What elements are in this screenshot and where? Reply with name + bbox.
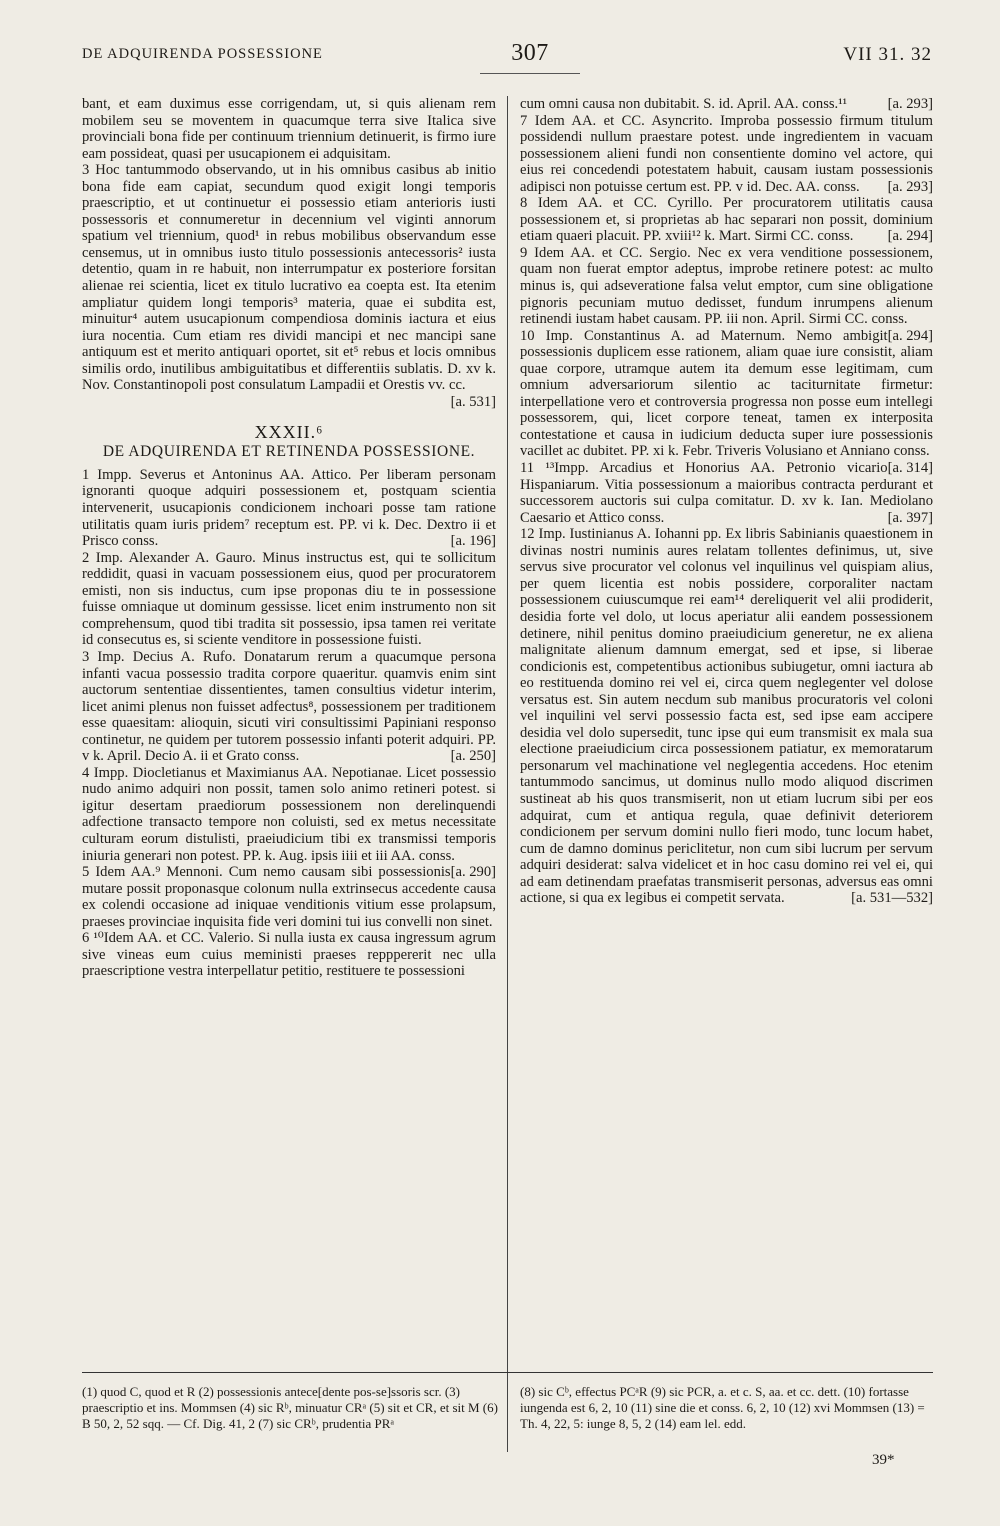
paragraph-3-ref: [a. 531] (450, 393, 496, 410)
entry (82, 930, 496, 980)
entry (82, 649, 496, 765)
entry-text: 7 Idem AA. et CC. Asyncrito. Improba possessio firmum titulum possidendi nullum praestare potest. unde ingredientem in vacuam possessionem alieni fundi non consentiente domino vel actore, qui eius rei concedendi potestatem habuit, causam iustam possessionis adipisci non potuisse certum est. PP. v id. Dec. AA. conss. (520, 112, 933, 195)
entry (520, 195, 933, 245)
entry (82, 467, 496, 550)
entry-text: 1 Impp. Severus et Antoninus AA. Attico. Per liberam personam ignoranti quoque adquiri possessionem et, postquam scientia intervenerit, usucapionis condicionem inchoari posse tam ratione utilitatis quam iuris pridem⁷ receptum est. PP. vi k. Dec. Dextro ii et Prisco conss. (82, 466, 496, 550)
entry-text: 5 Idem AA.⁹ Mennoni. Cum nemo causam sibi possessionis mutare possit proponasque colonum nulla extrinsecus accedente causa ex colendi occasione ad iniquae venditionis vitium esse prolapsum, praeses provinciae inquisita fide veri domini tui ius convelli non sinet. (82, 864, 496, 930)
entry-text: 11 ¹³Impp. Arcadius et Honorius AA. Petronio vicario Hispaniarum. Vitia possessionum a maioribus contracta perdurant et successorem auctoris sui culpa comitatur. D. xv k. Ian. Mediolano Caesario et Attico conss. (520, 460, 933, 526)
entry (82, 764, 496, 881)
entry-text: 10 Imp. Constantinus A. ad Maternum. Nemo ambigit possessionis duplicem esse rationem, aliam quae iure consistit, aliam quae corpore, utramque autem ita demum esse legitimam, cum omnium adversariorum silentio ac taciturnitate firmetur: interpellatione vero et controversia progressa non posse eum intellegi possessorem, qui, licet corpore teneat, tamen ex interposita contestatione et causa in iudicium deducta super iure possessionis vacillet ac dubitet. PP. xi k. Febr. Triveris Volusiano et Anniano conss. (520, 327, 933, 460)
entry (520, 96, 933, 113)
footnotes-right: (8) sic Cᵇ, effectus PCᵃR (9) sic PCR, a. et c. S, aa. et cc. dett. (10) fortasse iungenda est 6, 2, 10 (11) sine die et conss. 6, 2, 10 (12) xvi Mommsen (13) = Th. 4, 22, 5: iunge 8, 5, 2 (14) eam lel. edd. (520, 1384, 925, 1431)
running-head-right: VII 31. 32 (843, 44, 932, 65)
entry (82, 550, 496, 649)
entry (82, 864, 496, 930)
entry (520, 526, 933, 907)
signature-mark: 39* (872, 1452, 895, 1468)
right-column (520, 96, 933, 907)
footnote-divider (507, 1378, 508, 1452)
entry-ref: [a. 293] (887, 96, 933, 112)
column-divider (507, 96, 508, 1382)
entry-text: 9 Idem AA. et CC. Sergio. Nec ex vera venditione possessionem, quam non fuerat emptor adeptus, improbe retinere potest: ac multo minus is, qui adseveratione falsa velut emptor, cum sine obligatione pignoris pecuniam mutuo dedisset, fundum inrumpens alienum retinendi iustam habet causam. PP. iii non. April. Sirmi CC. conss. (520, 244, 933, 328)
entry (520, 113, 933, 196)
entry-text: 4 Impp. Diocletianus et Maximianus AA. Nepotianae. Licet possessio nudo animo adquiri non possit, tamen solo animo retineri potest. si igitur desertam praediorum possessionem non derelinquendi adfectione transacto tempore non coluisti, sed ex metus necessitate culturam eorum distulisti, praeiudicium tibi ex transmissi temporis iniuria generari non potest. PP. k. Aug. ipsis iiii et iii AA. conss. (82, 764, 496, 864)
page-number: 307 (511, 40, 549, 66)
entry-text: cum omni causa non dubitabit. S. id. April. AA. conss.¹¹ (520, 96, 847, 112)
running-head-left: DE ADQUIRENDA POSSESSIONE (82, 46, 323, 62)
opening-paragraph: bant, et eam duximus esse corrigendam, ut, si quis alienam rem mobilem seu se moventem in quacumque terra sive Italica sive provinciali bona fide per continuum triennium detinuerit, is firmo iure eam possideat, quasi per usucapionem ei adquisitam. (82, 96, 496, 162)
title-block (82, 421, 496, 461)
entry-ref: [a. 293] (887, 178, 933, 195)
entry-ref: [a. 290] (450, 864, 496, 881)
entry-ref: [a. 531—532] (851, 890, 933, 907)
entry (520, 244, 933, 344)
entry-text: 12 Imp. Iustinianus A. Iohanni pp. Ex libris Sabinianis quaestionem in divinas nostri numinis aures relatam tollentes definimus, ut, sive servus sive procurator vel colonus vel inquilinus vel quispiam alius, per quem licentia est nobis possidere, corporaliter nactam possessionem cuiuscumque rei eam¹⁴ dereliquerit vel alii prodiderit, desidia forte vel dolo, ut locus aperiatur alii eandem possessionem detinere, nihil penitus domino praeiudicium generetur, ne ex aliena malignitate alienum damnum emergat, sed et ipse, si liberae condicionis est, competentibus actionibus subiugetur, omni iactura ab eo restituenda domino rei vel ei, circa quem neglegenter vel dolose versatus est. Sin autem necdum sub manibus procuratoris vel coloni vel inquilini vel servi possessio facta est, sed ipse eam accipere desidia vel dolo supersedit, tunc ipse qui eum transmisit ex mala sua electione praeiudicium circa possessionem patiatur, ex memoratarum personarum vel machinatione vel neglegentia accedens. Hoc etenim tantummodo sancimus, ut dominus nullo modo aliquod discrimen sustineat ab his quos transmiserit, non ut etiam lucrum sibi per eos adquirat, cum et antiqua regula, quae definivit deteriorem condicionem per servum domini nullo fieri modo, tunc locum habet, cum de damno dominus periclitetur, non cum sibi lucrum per servum adquiri desiderat: salva videlicet et in hoc casu domino rei vel ei, qui ad eam detinendam praefatas transmiserit personas, adversus eas omni actione, si qua ex legibus ei competit servata. (520, 526, 933, 907)
entry-ref: [a. 294] (887, 327, 933, 344)
title-heading: DE ADQUIRENDA ET RETINENDA POSSESSIONE. (102, 443, 476, 461)
paragraph-3-text: 3 Hoc tantummodo observando, ut in his omnibus casibus ab initio bona fide eam capiat, secundum quod exigit longi temporis praescriptio, et ut continuetur ei possessio etiam anterioris iusti possessoris et connumeretur in decennium vel viginti annorum spatium vel triennium, quod¹ in rebus mobilibus observandum esse censemus, ut in omnibus iusto titulo possessionis antecessoris² iusta detentio, quam in re habuit, non interrumpatur ex posteriore forsitan alienae rei scientia, licet ex titulo lucrativo ea coepta est. Ita etenim ampliatur quidem longi temporis³ materia, quae ei subdita est, minuitur⁴ autem usucapionum compendiosa dominis iactura et eius iura nocentia. Cum etiam res dividi mancipi et nec mancipi sane antiquum est et merito antiquari oportet, sit et⁵ rebus et locis omnibus similis ordo, inutilibus ambiguitatibus et differentiis sublatis. D. xv k. Nov. Constantinopoli post consulatum Lampadii et Orestis vv. cc. (82, 162, 496, 394)
entry-ref: [a. 314] (887, 460, 933, 477)
header-rule (480, 73, 580, 74)
entry-ref: [a. 294] (887, 228, 933, 245)
entry-ref: [a. 196] (450, 533, 496, 550)
title-number: XXXII.⁶ (254, 421, 324, 442)
paragraph-3 (82, 162, 496, 410)
entry (520, 460, 933, 526)
entry-text: 6 ¹⁰Idem AA. et CC. Valerio. Si nulla iusta ex causa ingressum agrum sive vineas eum cuius meministi praeses repppererit nec ulla praescriptione vestra interpellatur petitio, restituere te possessioni (82, 930, 496, 980)
entry-text: 2 Imp. Alexander A. Gauro. Minus instructus est, qui te sollicitum reddidit, quasi in vacuam possessionem eius, quod per procuratorem emisti, non sis inductus, cum ipse proponas diu te in possessione fuisse omniaque ut dominum gessisse. licet enim instrumento non sit comprehensum, quod tibi tradita sit possessio, ipsa tamen rei veritate id consecutus es, si sciente venditore in possessione fuisti. (82, 549, 496, 649)
footnote-rule (82, 1372, 933, 1373)
footnotes-left: (1) quod C, quod et R (2) possessionis antece[dente pos-se]ssoris scr. (3) praescriptio et ins. Mommsen (4) sic Rᵇ, minuatur CRᵃ (5) sit et CR, et sit M (6) B 50, 2, 52 sqq. — Cf. Dig. 41, 2 (7) sic CRᵇ, prudentia PRᵃ (82, 1384, 498, 1431)
entry-text: 8 Idem AA. et CC. Cyrillo. Per procuratorem utilitatis causa possessionem et, si proprietas ab hac separari non possit, dominium etiam quaeri placuit. PP. xviii¹² k. Mart. Sirmi CC. conss. (520, 195, 933, 245)
left-column (82, 96, 496, 980)
entry-ref: [a. 397] (887, 509, 933, 526)
entry-ref: [a. 250] (450, 748, 496, 765)
entry (520, 327, 933, 477)
entry-text: 3 Imp. Decius A. Rufo. Donatarum rerum a quacumque persona infanti vacua possessio tradita corpore quaeritur. quamvis enim sint auctorum sententiae dissentientes, tamen consultius videtur interim, licet animi plenus non fuisset adfectus⁸, possessionem per traditionem esse quaesitam: alioquin, sicuti viri consultissimi Papiniani responso continetur, ne quidem per tutorem possessio infanti poterit adquiri. PP. v k. April. Decio A. ii et Grato conss. (82, 648, 496, 765)
